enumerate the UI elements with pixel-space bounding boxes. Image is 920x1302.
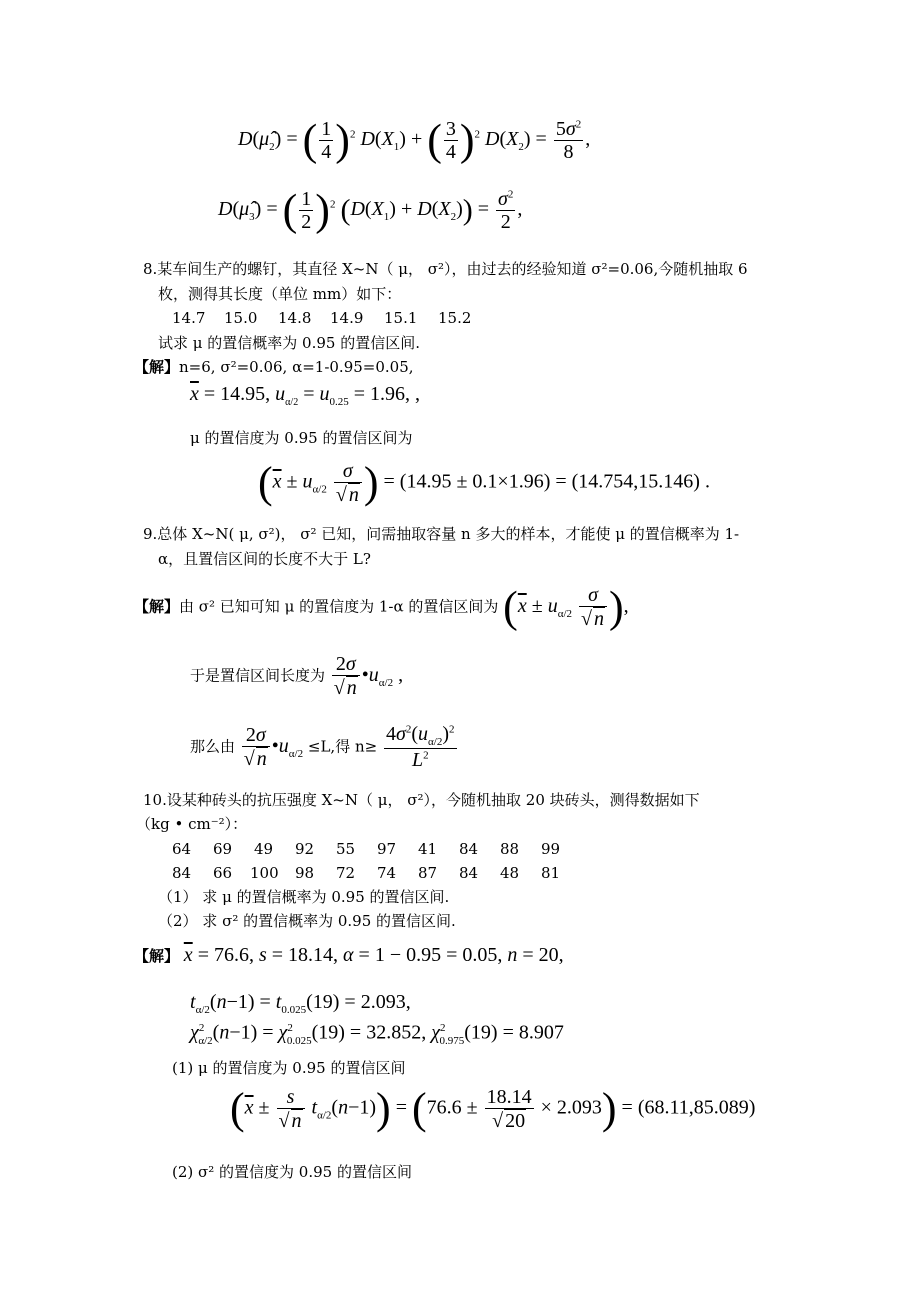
q8-value: 14.9 [330, 309, 364, 327]
q10-value: 74 [377, 864, 397, 882]
q10-data-row2 [172, 863, 592, 883]
q10-value: 69 [213, 840, 233, 858]
q10-line2: （kg • cm⁻²）： [136, 815, 248, 833]
q8-value: 14.8 [278, 309, 312, 327]
q9-line2: α，且置信区间的长度不大于 L? [158, 550, 371, 568]
q8-line2: 枚，测得其长度（单位 mm）如下： [158, 285, 402, 303]
q10-value: 49 [254, 840, 274, 858]
q10-value: 41 [418, 840, 438, 858]
q10-line1: 10.设某种砖头的抗压强度 X~N（ μ， σ²），今随机抽取 20 块砖头，测得数据如下 [143, 791, 700, 809]
q10-value: 84 [459, 840, 479, 858]
q10-ask1: （1） 求 μ 的置信概率为 0.95 的置信区间. [158, 888, 450, 906]
q8-value: 15.2 [438, 309, 472, 327]
q10-value: 98 [295, 864, 315, 882]
q8-value: 15.0 [224, 309, 258, 327]
q8-line1: 8.某车间生产的螺钉，其直径 X~N（ μ， σ²），由过去的经验知道 σ²=0.06,今随机抽取 6 [143, 260, 748, 278]
q10-solution-line1: 【解】 $\overline{x} = 76.6$, s = 18.14, α = 1 − 0.95 = 0.05, n = 20, [134, 944, 564, 966]
q10-value: 55 [336, 840, 356, 858]
equation-d-mu3: $D(\mû_3)$ = ( $\frac{1}{2}$ )$^2$ $(D(X_1) + D(X_2))$ = $\frac{\sigma^2}{2}$ , [218, 185, 523, 235]
q10-solution-line3: $\chi^2_{\alpha/2}(n-1) = \chi^2_{0.025}(19) = 32.852$, $\chi^2_{0.975}(19) = 8.907$ [190, 1021, 564, 1047]
q10-value: 84 [459, 864, 479, 882]
q10-part1: (1) μ 的置信度为 0.95 的置信区间 [172, 1059, 406, 1077]
q9-solution-line3: 那么由 $\frac{2\sigma}{√ n}$ $•u_{\alpha/2} \le L$,得 n≥ $\frac{4\sigma^2(u_{\alpha/2})^2}{L^2}$ [190, 723, 455, 772]
q9-line1: 9.总体 X~N( μ, σ²)， σ² 已知，问需抽取容量 n 多大的样本，才能使 μ 的置信概率为 1- [143, 525, 740, 543]
q9-solution-line1: 【解】由 σ² 已知可知 μ 的置信度为 1-α 的置信区间为 ($\overline{x} \pm u_{\alpha/2}$ $\frac{\sigma}{√ n}$ ), [134, 582, 629, 631]
q10-value: 99 [541, 840, 561, 858]
q8-solution-line3: μ 的置信度为 0.95 的置信区间为 [190, 429, 413, 447]
q10-data-row1 [172, 839, 592, 859]
q9-solution-line2: 于是置信区间长度为 $\frac{2\sigma}{√ n}$ $•u_{\alpha/2}$ , [190, 653, 404, 699]
q8-ask: 试求 μ 的置信概率为 0.95 的置信区间. [158, 334, 420, 352]
q10-value: 84 [172, 864, 192, 882]
q10-value: 72 [336, 864, 356, 882]
q8-values-row [172, 308, 492, 328]
q10-value: 92 [295, 840, 315, 858]
q8-solution-line2: $\overline{x} = 14.95$, $u_{\alpha/2} = u_{0.25} = 1.96$, , [190, 383, 421, 408]
q10-value: 64 [172, 840, 192, 858]
q10-ask2: （2） 求 σ² 的置信概率为 0.95 的置信区间. [158, 912, 456, 930]
q10-value: 100 [250, 864, 279, 882]
q8-value: 14.7 [172, 309, 206, 327]
q10-value: 81 [541, 864, 561, 882]
q10-value: 48 [500, 864, 520, 882]
q10-value: 66 [213, 864, 233, 882]
equation-d-mu2: $D(\mû_2)$ = ( $\frac{1}{4}$ )$^2$ $D(X_1)$ + ( $\frac{3}{4}$ )$^2$ $D(X_2)$ = $\frac{5\sigma^2}{8}$ , [238, 115, 591, 165]
q8-value: 15.1 [384, 309, 418, 327]
q10-value: 97 [377, 840, 397, 858]
q10-part1-equation: ($\overline{x}$ ± $\frac{s}{√ n}$ $t_{\alpha/2}(n-1)) = (76.6$ ± $\frac{18.14}{√ 20}$ × 2.093) = (68.11,85.089) [230, 1084, 756, 1133]
q10-part2: (2) σ² 的置信度为 0.95 的置信区间 [172, 1163, 412, 1181]
q10-solution-line2: $t_{\alpha/2}(n-1) = t_{0.025}(19) = 2.093$, [190, 991, 411, 1016]
q10-value: 88 [500, 840, 520, 858]
q8-solution-line1: 【解】n=6, σ²=0.06, α=1-0.95=0.05, [134, 358, 414, 376]
q8-solution-line4: ($\overline{x} \pm u_{\alpha/2}$ $\frac{\sigma}{√ n}$ ) = (14.95 ± 0.1×1.96) = (14.754,15.146) . [258, 458, 710, 507]
q10-value: 87 [418, 864, 438, 882]
